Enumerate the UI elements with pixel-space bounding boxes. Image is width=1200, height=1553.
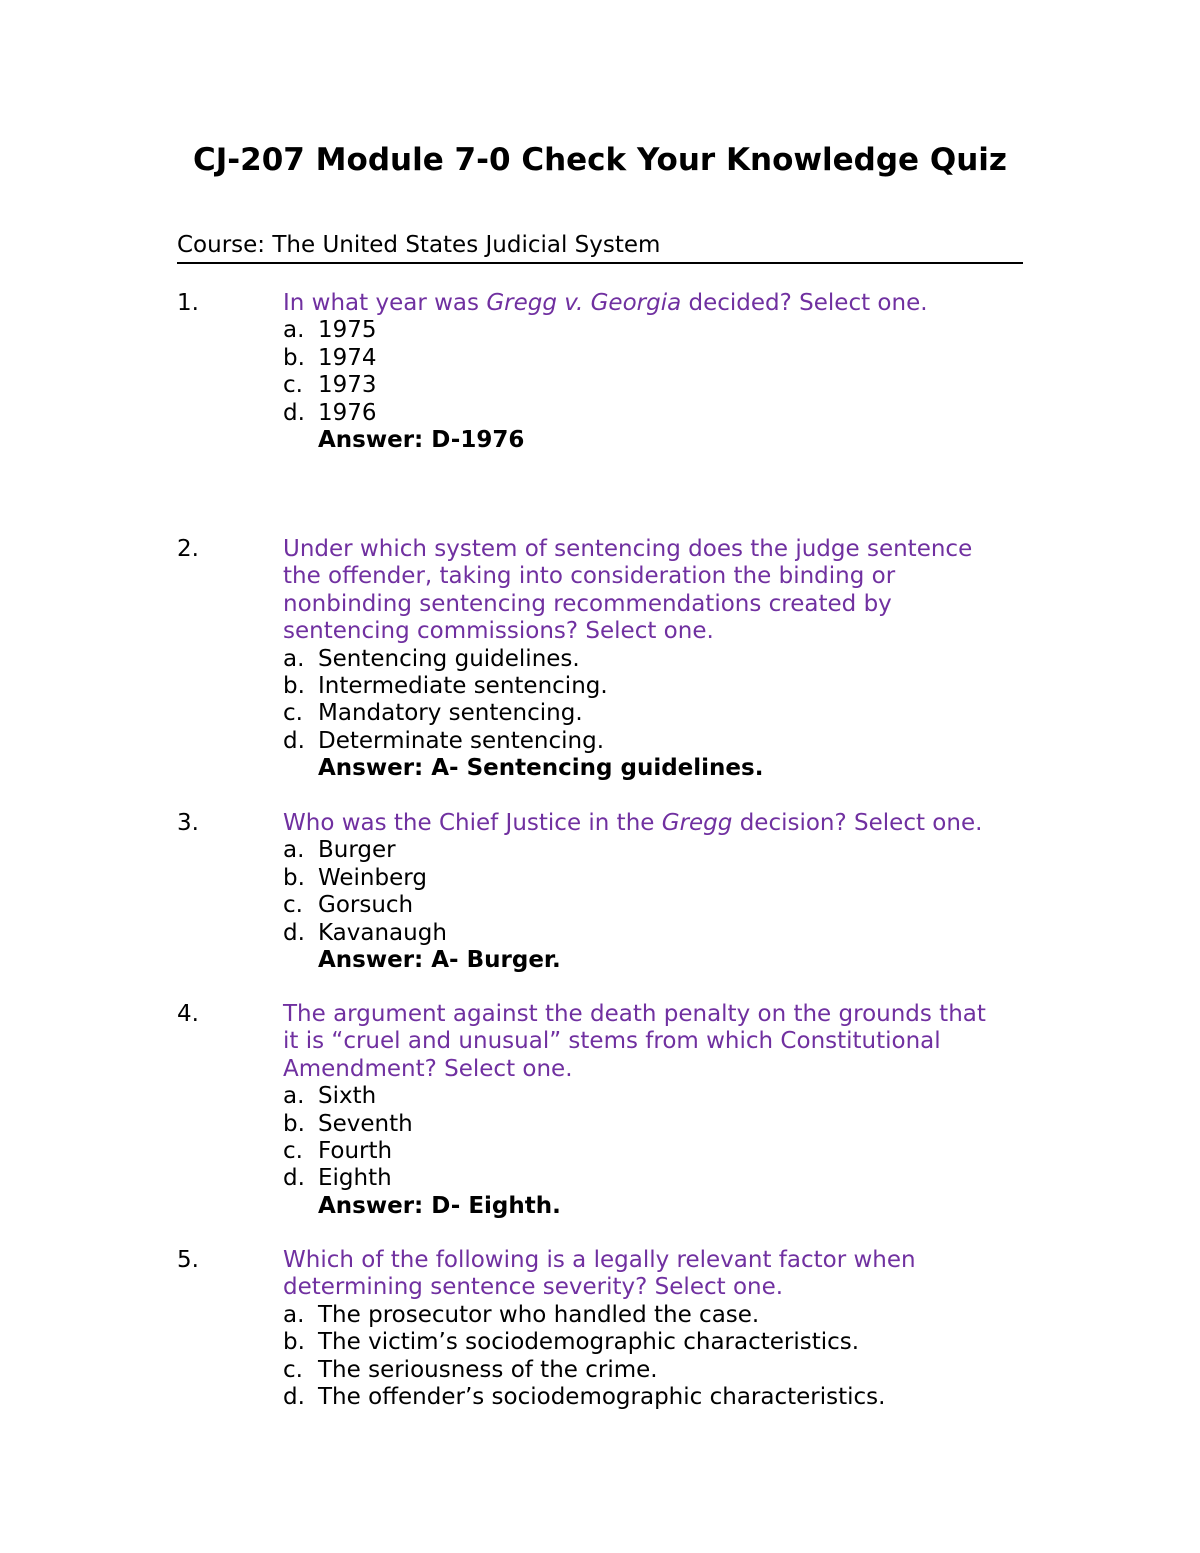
document-title: CJ-207 Module 7-0 Check Your Knowledge Quiz xyxy=(193,142,1007,178)
question-text-line-1: Which of the following is a legally relevant factor when xyxy=(283,1247,916,1273)
option-text: Gorsuch xyxy=(318,892,414,919)
option-c xyxy=(283,892,1023,919)
option-letter: a. xyxy=(283,645,305,672)
question-text-line-1: Under which system of sentencing does the judge sentence xyxy=(283,536,973,562)
option-d xyxy=(283,920,1023,947)
question-number: 5. xyxy=(177,1247,199,1273)
option-d xyxy=(283,1165,1023,1192)
option-a xyxy=(283,1083,1023,1110)
option-letter: d. xyxy=(283,1165,305,1192)
question-text: Who was the Chief Justice in the Gregg decision? Select one. xyxy=(283,810,983,836)
case-name-italic: Gregg v. Georgia xyxy=(486,290,682,316)
option-letter: b. xyxy=(283,673,305,700)
option-letter: a. xyxy=(283,1301,305,1328)
option-letter: d. xyxy=(283,1384,305,1411)
option-text: Seventh xyxy=(318,1110,413,1137)
question-1 xyxy=(177,290,1023,454)
option-letter: c. xyxy=(283,372,303,399)
option-a xyxy=(283,317,1023,344)
option-d xyxy=(283,728,1023,755)
option-text: Mandatory sentencing. xyxy=(318,700,583,727)
option-c xyxy=(283,700,1023,727)
question-text-line-2: determining sentence severity? Select one. xyxy=(283,1274,784,1301)
option-text: 1973 xyxy=(318,372,377,399)
option-letter: a. xyxy=(283,317,305,344)
option-b xyxy=(283,1329,1023,1356)
option-letter: b. xyxy=(283,344,305,371)
option-d xyxy=(283,1384,1023,1411)
option-b xyxy=(283,345,1023,372)
option-letter: c. xyxy=(283,892,303,919)
answer-text: Answer: D- Eighth. xyxy=(318,1192,561,1219)
question-text: In what year was Gregg v. Georgia decided? Select one. xyxy=(283,290,928,316)
question-text-line-3: nonbinding sentencing recommendations created by xyxy=(283,590,892,617)
option-letter: d. xyxy=(283,727,305,754)
option-text: 1975 xyxy=(318,317,377,344)
option-text: Intermediate sentencing. xyxy=(318,673,608,700)
option-text: The offender’s sociodemographic characteristics. xyxy=(318,1384,886,1411)
question-number: 1. xyxy=(177,290,199,316)
question-text-line-3: Amendment? Select one. xyxy=(283,1055,573,1082)
course-line: Course: The United States Judicial System xyxy=(177,230,1023,264)
option-letter: c. xyxy=(283,1356,303,1383)
option-d xyxy=(283,400,1023,427)
case-name-italic: Gregg xyxy=(661,810,733,836)
question-4 xyxy=(177,1001,1023,1220)
option-text: 1974 xyxy=(318,344,377,371)
option-text: Eighth xyxy=(318,1165,392,1192)
option-letter: b. xyxy=(283,1329,305,1356)
option-b xyxy=(283,865,1023,892)
option-letter: c. xyxy=(283,700,303,727)
option-b xyxy=(283,1111,1023,1138)
option-b xyxy=(283,673,1023,700)
option-a xyxy=(283,1302,1023,1329)
option-text: Weinberg xyxy=(318,864,427,891)
option-text: Kavanaugh xyxy=(318,919,447,946)
question-3 xyxy=(177,810,1023,974)
option-letter: b. xyxy=(283,1110,305,1137)
option-text: Burger xyxy=(318,837,396,864)
option-c xyxy=(283,1138,1023,1165)
question-text-line-4: sentencing commissions? Select one. xyxy=(283,618,714,645)
option-text: The victim’s sociodemographic characteristics. xyxy=(318,1329,860,1356)
option-letter: a. xyxy=(283,1083,305,1110)
option-text: The prosecutor who handled the case. xyxy=(318,1301,760,1328)
question-text-line-1: The argument against the death penalty on the grounds that xyxy=(283,1001,986,1027)
answer-text: Answer: D-1976 xyxy=(318,427,525,454)
option-text: Sixth xyxy=(318,1083,377,1110)
option-letter: d. xyxy=(283,919,305,946)
question-text-line-2: the offender, taking into consideration the binding or xyxy=(283,563,896,590)
option-letter: d. xyxy=(283,399,305,426)
option-letter: a. xyxy=(283,837,305,864)
option-letter: b. xyxy=(283,864,305,891)
option-c xyxy=(283,372,1023,399)
question-number: 2. xyxy=(177,536,199,562)
option-letter: c. xyxy=(283,1138,303,1165)
question-number: 3. xyxy=(177,810,199,836)
question-5 xyxy=(177,1247,1023,1411)
option-c xyxy=(283,1357,1023,1384)
answer-text: Answer: A- Sentencing guidelines. xyxy=(318,755,764,782)
question-number: 4. xyxy=(177,1001,199,1027)
option-a xyxy=(283,837,1023,864)
question-text-line-2: it is “cruel and unusual” stems from which Constitutional xyxy=(283,1028,941,1055)
option-text: 1976 xyxy=(318,399,377,426)
option-a xyxy=(283,646,1023,673)
answer-text: Answer: A- Burger. xyxy=(318,947,561,974)
option-text: The seriousness of the crime. xyxy=(318,1356,658,1383)
option-text: Fourth xyxy=(318,1138,393,1165)
option-text: Determinate sentencing. xyxy=(318,727,605,754)
question-2 xyxy=(177,536,1023,783)
option-text: Sentencing guidelines. xyxy=(318,645,580,672)
